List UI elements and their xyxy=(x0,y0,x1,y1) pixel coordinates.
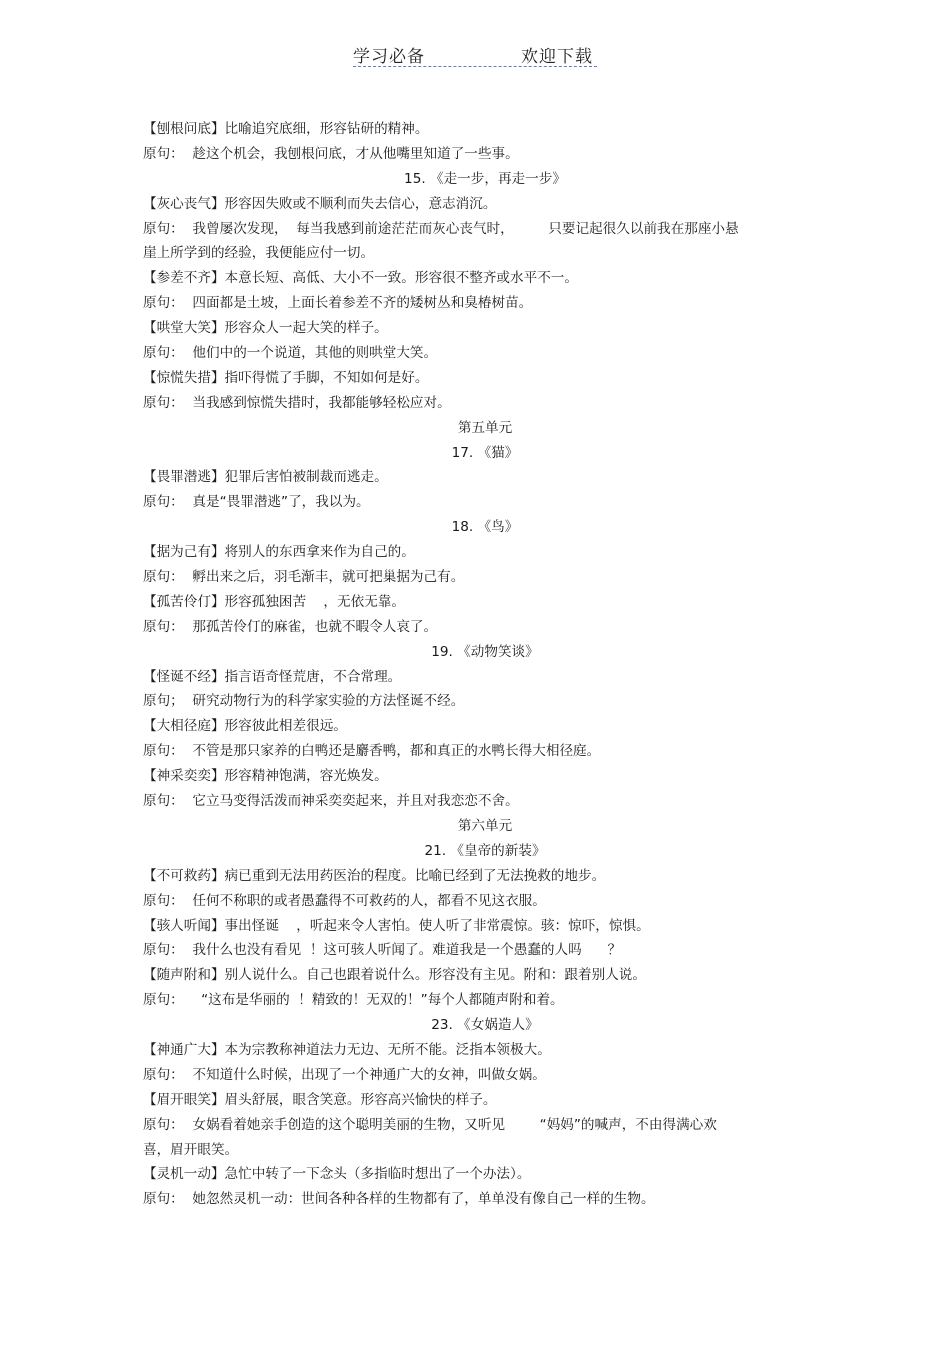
text-line: 原句： 我什么也没有看见 ！这可骇人听闻了。难道我是一个愚蠢的人吗 ？ xyxy=(143,942,622,959)
text-line: 【惊慌失措】指吓得慌了手脚，不知如何是好。 xyxy=(143,369,429,386)
text-line: 原句： 女娲看着她亲手创造的这个聪明美丽的生物，又听见 “妈妈”的喊声，不由得满心欢 xyxy=(143,1116,717,1133)
section-heading: 23. 《女娲造人》 xyxy=(431,1017,539,1034)
text-line: 原句： 它立马变得活泼而神采奕奕起来，并且对我恋恋不舍。 xyxy=(143,793,519,810)
text-line: 原句： 当我感到惊慌失措时，我都能够轻松应对。 xyxy=(143,394,451,411)
text-line: 原句： 那孤苦伶仃的麻雀，也就不暇令人哀了。 xyxy=(143,618,438,635)
text-line: 【据为己有】将别人的东西拿来作为自己的。 xyxy=(143,544,415,561)
section-heading: 21. 《皇帝的新装》 xyxy=(424,842,546,859)
text-line: 【怪诞不经】指言语奇怪荒唐，不合常理。 xyxy=(143,668,402,685)
text-line: 【参差不齐】本意长短、高低、大小不一致。形容很不整齐或水平不一。 xyxy=(143,270,578,287)
text-line: 原句： 任何不称职的或者愚蠢得不可救药的人，都看不见这衣服。 xyxy=(143,892,546,909)
header-right-text: 欢迎下载 xyxy=(521,47,593,67)
text-line: 【神通广大】本为宗教称神道法力无边、无所不能。泛指本领极大。 xyxy=(143,1041,551,1058)
document-body xyxy=(143,117,803,1212)
text-line: 原句； 研究动物行为的科学家实验的方法怪诞不经。 xyxy=(143,693,465,710)
text-line: 原句： 不知道什么时候，出现了一个神通广大的女神，叫做女娲。 xyxy=(143,1066,546,1083)
text-line: 【随声附和】别人说什么。自己也跟着说什么。形容没有主见。附和：跟着别人说。 xyxy=(143,967,646,984)
text-line: 原句： 四面都是土坡，上面长着参差不齐的矮树丛和臭椿树苗。 xyxy=(143,295,533,312)
text-line: 崖上所学到的经验，我便能应付一切。 xyxy=(143,245,375,262)
text-line: 【灰心丧气】形容因失败或不顺利而失去信心，意志消沉。 xyxy=(143,195,497,212)
text-line: 原句： 不管是那只家养的白鸭还是麝香鸭，都和真正的水鸭长得大相径庭。 xyxy=(143,743,601,760)
text-line: 原句： “这布是华丽的 ！精致的！无双的！”每个人都随声附和着。 xyxy=(143,992,564,1009)
text-line: 喜，眉开眼笑。 xyxy=(143,1141,239,1158)
page-header xyxy=(353,40,597,67)
section-heading: 18. 《鸟》 xyxy=(451,519,519,536)
text-line: 【刨根问底】比喻追究底细，形容钻研的精神。 xyxy=(143,121,429,137)
text-line: 原句： 趁这个机会，我刨根问底，才从他嘴里知道了一些事。 xyxy=(143,145,519,162)
text-line: 原句： 我曾屡次发现， 每当我感到前途茫茫而灰心丧气时， 只要记起很久以前我在那座小悬 xyxy=(143,220,739,237)
text-line: 【哄堂大笑】形容众人一起大笑的样子。 xyxy=(143,320,388,337)
section-heading: 15. 《走一步，再走一步》 xyxy=(404,170,566,187)
text-line: 原句： 真是“畏罪潜逃”了，我以为。 xyxy=(143,494,370,511)
text-line: 【孤苦伶仃】形容孤独困苦 ，无依无靠。 xyxy=(143,593,405,610)
section-heading: 第六单元 xyxy=(457,817,513,834)
text-line: 【骇人听闻】事出怪诞 ，听起来令人害怕。使人听了非常震惊。骇：惊吓，惊惧。 xyxy=(143,917,650,934)
text-line: 【畏罪潜逃】犯罪后害怕被制裁而逃走。 xyxy=(143,469,388,486)
text-line: 【神采奕奕】形容精神饱满，容光焕发。 xyxy=(143,768,388,785)
text-line: 原句： 孵出来之后，羽毛渐丰，就可把巢据为己有。 xyxy=(143,569,465,586)
text-line: 原句： 她忽然灵机一动：世间各种各样的生物都有了，单单没有像自己一样的生物。 xyxy=(143,1191,655,1208)
text-line: 【大相径庭】形容彼此相差很远。 xyxy=(143,718,347,735)
header-left-text: 学习必备 xyxy=(353,47,425,67)
text-line: 原句： 他们中的一个说道，其他的则哄堂大笑。 xyxy=(143,345,438,362)
section-heading: 17. 《猫》 xyxy=(451,444,519,461)
text-line: 【灵机一动】急忙中转了一下念头（多指临时想出了一个办法）。 xyxy=(143,1166,531,1183)
text-line: 【眉开眼笑】眉头舒展，眼含笑意。形容高兴愉快的样子。 xyxy=(143,1091,497,1108)
section-heading: 19. 《动物笑谈》 xyxy=(431,643,539,660)
text-line: 【不可救药】病已重到无法用药医治的程度。比喻已经到了无法挽救的地步。 xyxy=(143,867,606,884)
section-heading: 第五单元 xyxy=(457,419,513,436)
